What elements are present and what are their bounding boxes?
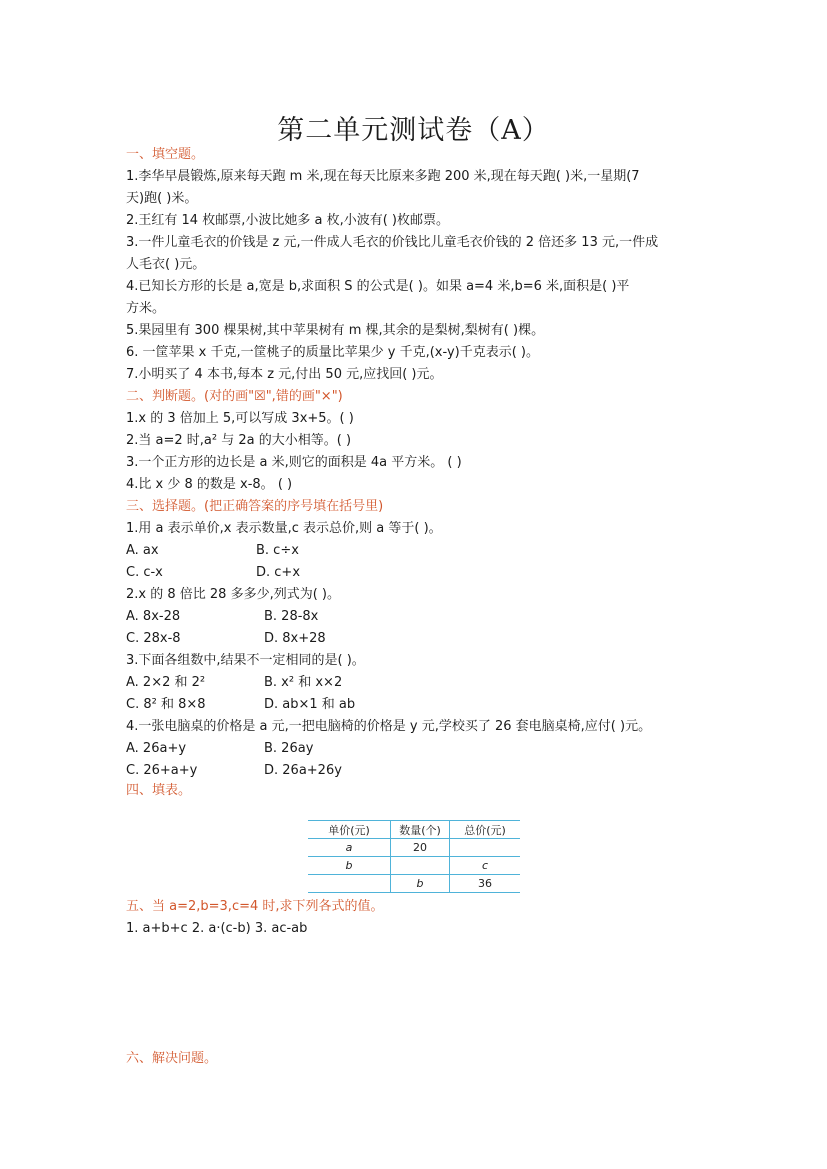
choice-q1-option-c: C. c-x (126, 565, 163, 580)
choice-q1: 1.用 a 表示单价,x 表示数量,c 表示总价,则 a 等于( )。 (126, 521, 442, 536)
choice-q4-option-d: D. 26a+26y (264, 763, 342, 778)
table-row (308, 839, 520, 857)
choice-q4-option-c: C. 26+a+y (126, 763, 198, 778)
table-cell: a (308, 839, 391, 857)
table-cell: 20 (391, 839, 450, 857)
choice-q3-option-c: C. 8² 和 8×8 (126, 697, 206, 712)
fill-in-table (308, 820, 520, 893)
section-judge-heading: 二、判断题。(对的画"☒",错的画"×") (126, 389, 343, 404)
table-cell (391, 857, 450, 875)
choice-q2-option-b: B. 28-8x (264, 609, 319, 624)
choice-q4-option-a: A. 26a+y (126, 741, 187, 756)
judge-q2: 2.当 a=2 时,a² 与 2a 的大小相等。( ) (126, 433, 352, 448)
table-row (308, 857, 520, 875)
fill-q1-line2: 天)跑( )米。 (126, 191, 198, 206)
fill-q7: 7.小明买了 4 本书,每本 z 元,付出 50 元,应找回( )元。 (126, 367, 443, 382)
choice-q1-option-a: A. ax (126, 543, 159, 558)
header-quantity: 数量(个) (391, 821, 450, 839)
table-cell (308, 875, 391, 893)
choice-q4-option-b: B. 26ay (264, 741, 314, 756)
judge-q3: 3.一个正方形的边长是 a 米,则它的面积是 4a 平方米。 ( ) (126, 455, 462, 470)
header-total-price: 总价(元) (450, 821, 521, 839)
section-fill-blank-heading: 一、填空题。 (126, 147, 205, 162)
choice-q1-option-b: B. c÷x (256, 543, 299, 558)
choice-q3-option-d: D. ab×1 和 ab (264, 697, 356, 712)
fill-q2: 2.王红有 14 枚邮票,小波比她多 a 枚,小波有( )枚邮票。 (126, 213, 449, 228)
section-solve-heading: 六、解决问题。 (126, 1051, 218, 1066)
choice-q4: 4.一张电脑桌的价格是 a 元,一把电脑椅的价格是 y 元,学校买了 26 套电脑桌椅,应付( )元。 (126, 719, 652, 734)
choice-q1-option-d: D. c+x (256, 565, 301, 580)
choice-q2: 2.x 的 8 倍比 28 多多少,列式为( )。 (126, 587, 340, 602)
table-cell (450, 839, 521, 857)
fill-q4-line2: 方米。 (126, 301, 166, 316)
choice-q2-option-d: D. 8x+28 (264, 631, 326, 646)
section-table-heading: 四、填表。 (126, 783, 192, 798)
judge-q4: 4.比 x 少 8 的数是 x-8。 ( ) (126, 477, 293, 492)
fill-q5: 5.果园里有 300 棵果树,其中苹果树有 m 棵,其余的是梨树,梨树有( )棵。 (126, 323, 545, 338)
table-header-row (308, 821, 520, 839)
table-cell: b (391, 875, 450, 893)
page-title: 第二单元测试卷（A） (277, 115, 550, 146)
choice-q2-option-a: A. 8x-28 (126, 609, 181, 624)
fill-q4-line1: 4.已知长方形的长是 a,宽是 b,求面积 S 的公式是( )。如果 a=4 米,b=6 米,面积是( )平 (126, 279, 630, 294)
table-cell: b (308, 857, 391, 875)
choice-q3-option-b: B. x² 和 x×2 (264, 675, 343, 690)
choice-q3: 3.下面各组数中,结果不一定相同的是( )。 (126, 653, 365, 668)
section-choice-heading: 三、选择题。(把正确答案的序号填在括号里) (126, 499, 384, 514)
fill-q3-line1: 3.一件儿童毛衣的价钱是 z 元,一件成人毛衣的价钱比儿童毛衣价钱的 2 倍还多 13 元,一件成 (126, 235, 659, 250)
choice-q3-option-a: A. 2×2 和 2² (126, 675, 206, 690)
judge-q1: 1.x 的 3 倍加上 5,可以写成 3x+5。( ) (126, 411, 354, 426)
evaluate-expressions: 1. a+b+c 2. a·(c-b) 3. ac-ab (126, 921, 308, 936)
fill-q3-line2: 人毛衣( )元。 (126, 257, 206, 272)
table-row (308, 875, 520, 893)
table-cell: c (450, 857, 521, 875)
fill-q1-line1: 1.李华早晨锻炼,原来每天跑 m 米,现在每天比原来多跑 200 米,现在每天跑( )米,一星期(7 (126, 169, 640, 184)
choice-q2-option-c: C. 28x-8 (126, 631, 181, 646)
fill-q6: 6. 一筐苹果 x 千克,一筐桃子的质量比苹果少 y 千克,(x-y)千克表示( )。 (126, 345, 539, 360)
header-unit-price: 单价(元) (308, 821, 391, 839)
table-cell: 36 (450, 875, 521, 893)
section-evaluate-heading: 五、当 a=2,b=3,c=4 时,求下列各式的值。 (126, 899, 384, 914)
